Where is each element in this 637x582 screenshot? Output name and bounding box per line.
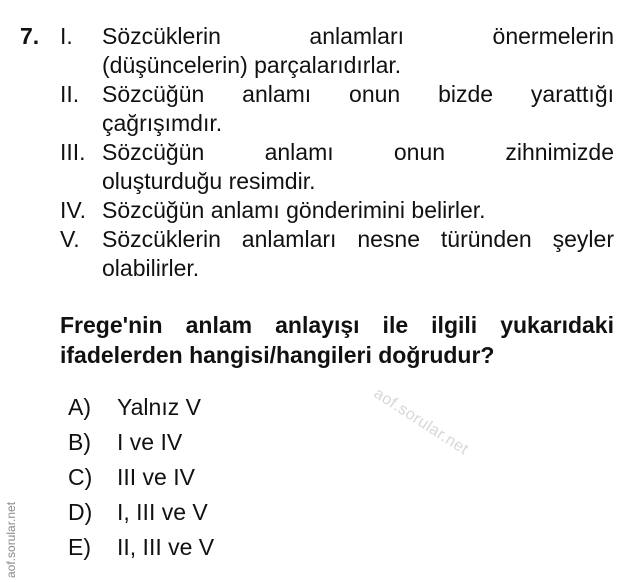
- option-e[interactable]: [68, 530, 214, 565]
- statement-line: Sözcüğün anlamı onun zihnimizde: [102, 139, 614, 165]
- statement-line: (düşüncelerin) parçalarıdırlar.: [102, 52, 402, 78]
- option-d[interactable]: [68, 495, 214, 530]
- statement-3: [60, 138, 614, 196]
- question-prompt: [60, 310, 614, 370]
- watermark-center: aof.sorular.net: [370, 385, 472, 459]
- option-a[interactable]: [68, 390, 214, 425]
- prompt-line: ifadelerden hangisi/hangileri doğrudur?: [60, 342, 495, 368]
- statement-4: [60, 196, 614, 225]
- statement-line: Sözcüğün anlamı gönderimini belirler.: [102, 197, 486, 223]
- statement-numeral: III.: [60, 139, 86, 165]
- statement-line: Sözcüğün anlamı onun bizde yarattığı: [102, 81, 614, 107]
- statement-1: [60, 22, 614, 80]
- option-text: III ve IV: [117, 464, 195, 490]
- option-c[interactable]: [68, 460, 214, 495]
- statement-text: [102, 22, 614, 80]
- prompt-line: Frege'nin anlam anlayışı ile ilgili yukarıdaki: [60, 312, 614, 338]
- statement-line: oluşturduğu resimdir.: [102, 168, 316, 194]
- option-b[interactable]: [68, 425, 214, 460]
- statement-line: çağrışımdır.: [102, 110, 223, 136]
- watermark-side: aof.sorular.net: [4, 501, 18, 578]
- statement-line: olabilirler.: [102, 255, 200, 281]
- statement-text: [102, 80, 614, 138]
- statement-text: [102, 196, 614, 225]
- option-text: II, III ve V: [117, 534, 215, 560]
- option-letter: B): [68, 429, 91, 455]
- statement-numeral: V.: [60, 226, 80, 252]
- option-letter: E): [68, 534, 91, 560]
- option-letter: C): [68, 464, 93, 490]
- statement-numeral: IV.: [60, 197, 87, 223]
- option-letter: D): [68, 499, 93, 525]
- option-letter: A): [68, 394, 91, 420]
- statement-text: [102, 225, 614, 283]
- question-number: 7.: [20, 23, 40, 49]
- option-text: Yalnız V: [117, 394, 201, 420]
- statement-list: [60, 22, 614, 283]
- statement-2: [60, 80, 614, 138]
- statement-5: [60, 225, 614, 283]
- answer-options: [68, 390, 214, 565]
- statement-numeral: II.: [60, 81, 80, 107]
- statement-line: Sözcüklerin anlamları önermelerin: [102, 23, 614, 49]
- statement-text: [102, 138, 614, 196]
- statement-line: Sözcüklerin anlamları nesne türünden şeyler: [102, 226, 614, 252]
- option-text: I ve IV: [117, 429, 183, 455]
- statement-numeral: I.: [60, 23, 73, 49]
- option-text: I, III ve V: [117, 499, 208, 525]
